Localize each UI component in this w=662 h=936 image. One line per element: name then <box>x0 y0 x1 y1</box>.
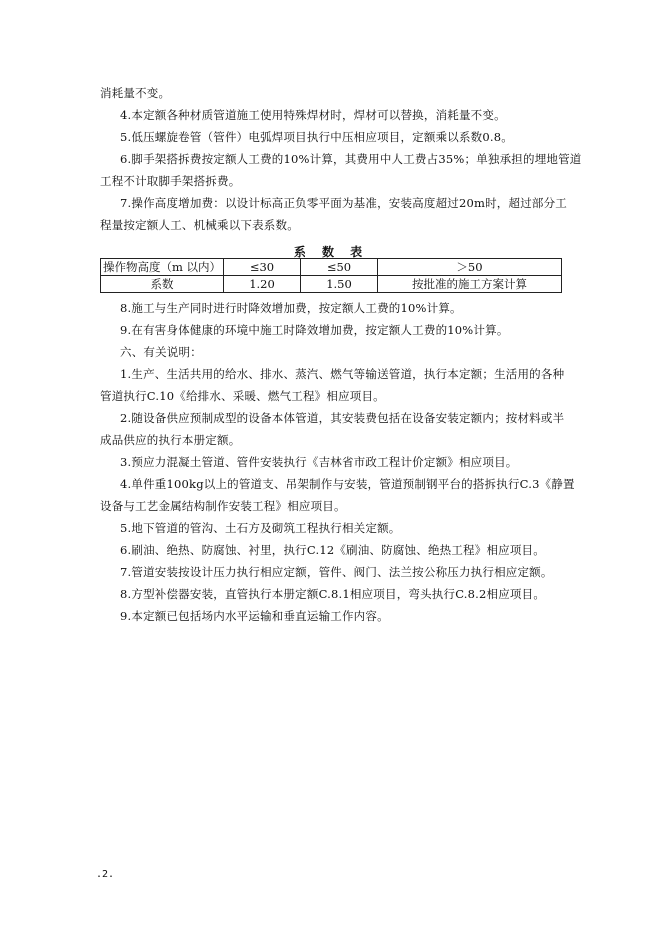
text-line: 设备与工艺金属结构制作安装工程》相应项目。 <box>100 499 346 513</box>
table-title: 系 数 表 <box>293 245 369 259</box>
text-line: 3.预应力混凝土管道、管件安装执行《吉林省市政工程计价定额》相应项目。 <box>120 455 518 469</box>
table-cell: 按批准的施工方案计算 <box>378 276 562 293</box>
text-line: 工程不计取脚手架搭拆费。 <box>100 174 241 188</box>
coefficient-table <box>100 258 562 293</box>
text-line: 消耗量不变。 <box>100 86 171 100</box>
text-line: 8.施工与生产同时进行时降效增加费，按定额人工费的10%计算。 <box>120 301 462 315</box>
table-row <box>101 276 562 293</box>
table-cell: 系数 <box>101 276 224 293</box>
text-line: 7.管道安装按设计压力执行相应定额，管件、阀门、法兰按公称压力执行相应定额。 <box>120 565 553 579</box>
table-cell: 1.50 <box>301 276 378 293</box>
text-line: 2.随设备供应预制成型的设备本体管道，其安装费包括在设备安装定额内；按材料或半 <box>120 411 565 425</box>
table-header-row <box>101 259 562 276</box>
table-cell: ≤30 <box>224 259 301 276</box>
text-line: 7.操作高度增加费：以设计标高正负零平面为基准，安装高度超过20m时，超过部分工 <box>120 196 568 210</box>
text-line: 8.方型补偿器安装，直管执行本册定额C.8.1相应项目，弯头执行C.8.2相应项目。 <box>120 587 546 601</box>
text-line: 管道执行C.10《给排水、采暖、燃气工程》相应项目。 <box>100 389 385 403</box>
text-line: 1.生产、生活共用的给水、排水、蒸汽、燃气等输送管道，执行本定额；生活用的各种 <box>120 367 565 381</box>
table-cell: ＞50 <box>378 259 562 276</box>
section-heading: 六、有关说明： <box>120 345 202 359</box>
page-number: .2. <box>96 869 115 880</box>
text-line: 4.单件重100kg以上的管道支、吊架制作与安装，管道预制钢平台的搭拆执行C.3《静置 <box>120 477 575 491</box>
text-line: 6.脚手架搭拆费按定额人工费的10%计算，其费用中人工费占35%；单独承担的埋地管道 <box>120 152 582 166</box>
text-line: 9.在有害身体健康的环境中施工时降效增加费，按定额人工费的10%计算。 <box>120 323 509 337</box>
text-line: 9.本定额已包括场内水平运输和垂直运输工作内容。 <box>120 609 389 623</box>
table-cell: 1.20 <box>224 276 301 293</box>
text-line: 5.地下管道的管沟、土石方及砌筑工程执行相关定额。 <box>120 521 401 535</box>
table-cell: 操作物高度（m 以内） <box>101 259 224 276</box>
text-line: 6.刷油、绝热、防腐蚀、衬里，执行C.12《刷油、防腐蚀、绝热工程》相应项目。 <box>120 543 545 557</box>
text-line: 5.低压螺旋卷管（管件）电弧焊项目执行中压相应项目，定额乘以系数0.8。 <box>120 130 513 144</box>
text-line: 成品供应的执行本册定额。 <box>100 433 241 447</box>
table-cell: ≤50 <box>301 259 378 276</box>
text-line: 程量按定额人工、机械乘以下表系数。 <box>100 218 299 232</box>
text-line: 4.本定额各种材质管道施工使用特殊焊材时，焊材可以替换，消耗量不变。 <box>120 108 506 122</box>
